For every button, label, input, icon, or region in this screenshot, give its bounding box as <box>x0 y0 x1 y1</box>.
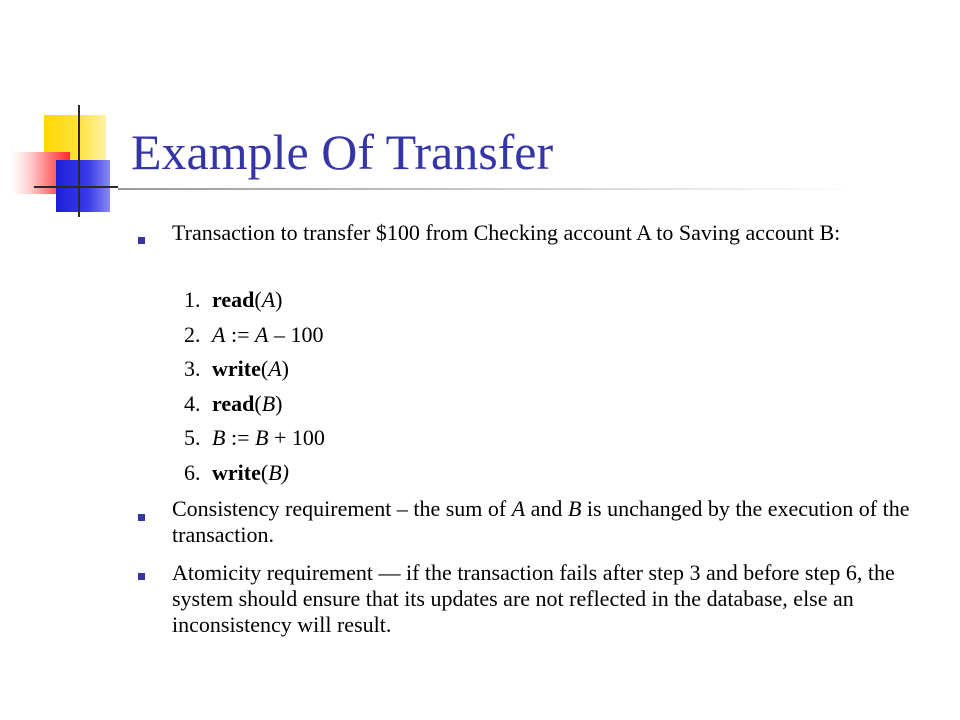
step-var: A <box>261 287 276 312</box>
step-var: A <box>254 321 269 347</box>
step-number: 4. <box>184 390 201 416</box>
consistency-text-1: Consistency requirement – the sum of <box>172 496 512 521</box>
consistency-var-b: B <box>567 496 582 521</box>
steps-list <box>184 283 325 490</box>
step-op: read <box>212 390 255 416</box>
step-paren-open: ( <box>260 356 269 381</box>
step-op: read <box>212 287 255 312</box>
slide-title: Example Of Transfer <box>131 124 554 180</box>
step-number: 2. <box>184 321 201 347</box>
step-var: A <box>268 356 282 381</box>
step-var: B <box>261 390 276 416</box>
step-paren-open: ( <box>260 459 269 485</box>
bullet-square-icon <box>138 573 145 580</box>
bullet-text-consistency <box>172 496 942 548</box>
step-assign: := <box>225 425 255 450</box>
consistency-text-3: is unchanged by the execution of the transaction. <box>172 496 910 547</box>
step-paren-close: ) <box>281 459 289 485</box>
decor-horizontal-line <box>34 186 118 188</box>
step-item <box>184 283 325 318</box>
consistency-var-a: A <box>511 496 526 521</box>
step-expr-rest: – 100 <box>268 321 324 347</box>
step-item <box>184 387 325 422</box>
step-var: B <box>212 425 226 450</box>
step-number: 1. <box>184 287 201 312</box>
bullet-text-atomicity: Atomicity requirement — if the transaction fails after step 3 and before step 6, the system should ensure that its updates are not reflected in the database, else an inconsistency will result. <box>172 560 895 637</box>
step-op: write <box>212 459 261 485</box>
title-underline-rule <box>118 188 858 190</box>
step-assign: := <box>225 321 255 347</box>
decor-vertical-line <box>78 105 80 217</box>
step-paren-close: ) <box>281 356 289 381</box>
step-var: A <box>212 321 226 347</box>
step-var: B <box>268 459 282 485</box>
step-item <box>184 352 325 387</box>
step-paren-close: ) <box>275 287 283 312</box>
step-op: write <box>212 356 261 381</box>
step-paren-close: ) <box>275 390 283 416</box>
step-item <box>184 318 325 353</box>
step-paren-open: ( <box>254 287 262 312</box>
step-expr-rest: + 100 <box>268 425 325 450</box>
step-number: 5. <box>184 425 201 450</box>
step-number: 6. <box>184 459 201 485</box>
consistency-text-2: and <box>525 496 568 521</box>
step-item <box>184 421 325 456</box>
bullet-text-transaction: Transaction to transfer $100 from Checking account A to Saving account B: <box>172 220 841 245</box>
bullet-square-icon <box>138 514 145 521</box>
step-var: B <box>254 425 269 450</box>
bullet-square-icon <box>138 237 145 244</box>
step-paren-open: ( <box>254 390 262 416</box>
step-item <box>184 456 325 491</box>
step-number: 3. <box>184 356 201 381</box>
